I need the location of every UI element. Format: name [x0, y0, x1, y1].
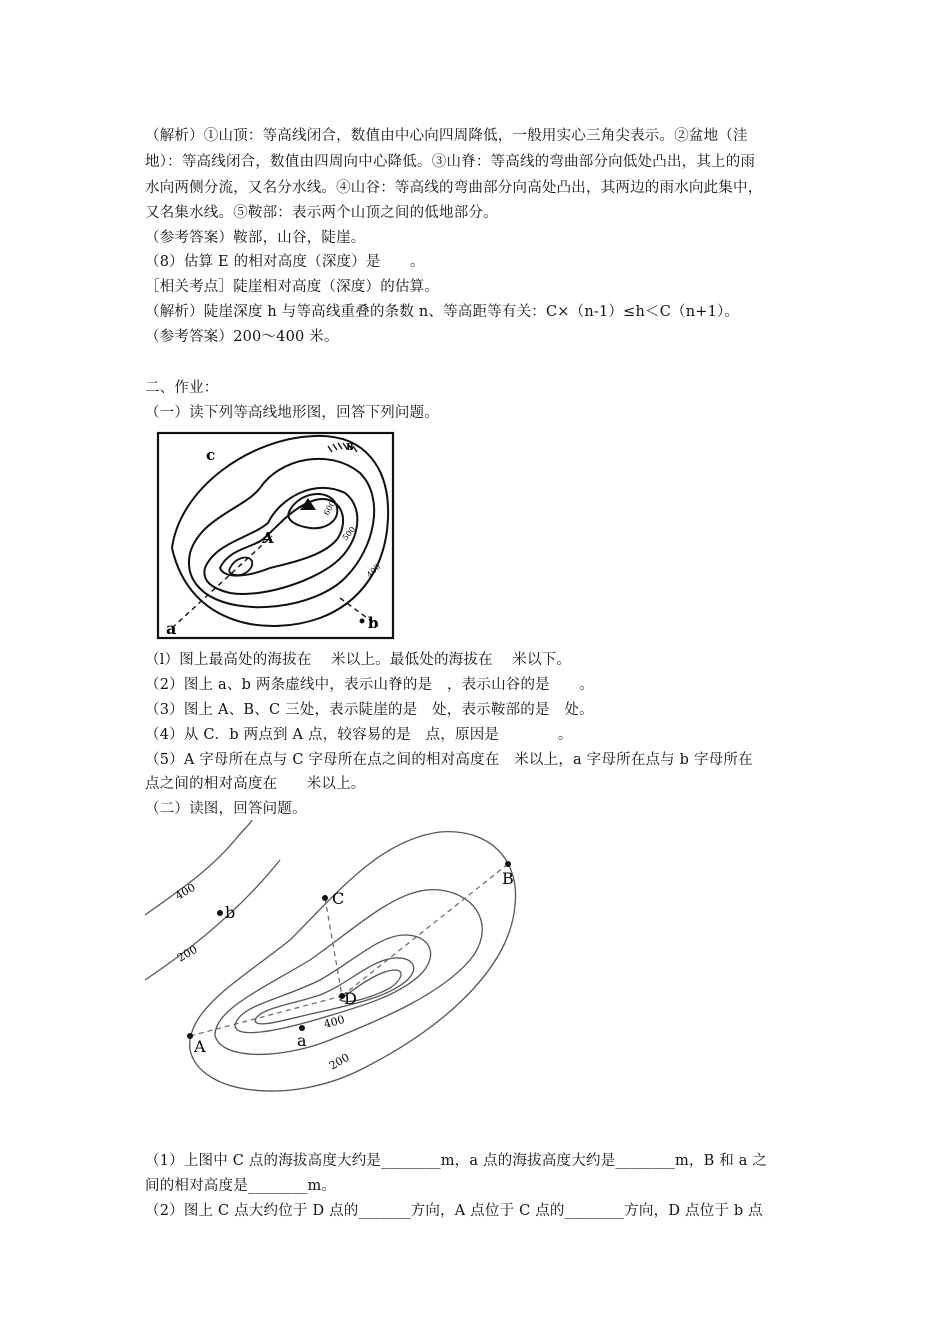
reference-answer-1: （参考答案）鞍部，山谷，陡崖。: [145, 230, 366, 246]
question-3: （3）图上 A、B、C 三处，表示陡崖的是 处，表示鞍部的是 处。: [145, 702, 594, 718]
homework-heading: 二、作业：: [145, 380, 219, 396]
map2-point-C: [322, 895, 328, 901]
map1-label-A: A: [262, 529, 274, 547]
map2-label-B: B: [502, 869, 514, 888]
part2-question-2: （2）图上 C 点大约位于 D 点的_______方向，A 点位于 C 点的________方向，D 点位于 b 点: [145, 1203, 763, 1219]
reference-answer-2: （参考答案）200～400 米。: [145, 329, 339, 345]
analysis-line-4: 又名集水线。⑤鞍部：表示两个山顶之间的低地部分。: [145, 205, 498, 221]
analysis-line-3: 水向两侧分流，又名分水线。④山谷：等高线的弯曲部分向高处凸出，其两边的雨水向此集中，: [145, 180, 763, 196]
question-5-line-1: （5）A 字母所在点与 C 字母所在点之间的相对高度在 米以上，a 字母所在点与 b 字母所在: [145, 752, 753, 768]
map1-label-a: a: [166, 619, 177, 638]
question-5-line-2: 点之间的相对高度在 米以上。: [145, 776, 366, 792]
analysis-line-1: （解析）①山顶：等高线闭合，数值由中心向四周降低，一般用实心三角尖表示。②盆地（洼: [145, 128, 748, 144]
map1-label-b: b: [368, 614, 379, 632]
analysis-line-2: 地）：等高线闭合，数值由四周向中心降低。③山脊：等高线的弯曲部分向低处凸出，其上的雨: [145, 154, 756, 170]
map2-label-C: C: [332, 889, 345, 908]
map2-label-A: A: [194, 1037, 206, 1056]
map2-contour-400-left: 400: [173, 880, 198, 903]
part2-question-1-line-2: 间的相对高度是________m。: [145, 1178, 337, 1194]
contour-400-left: [145, 820, 252, 915]
question-4: （4）从 C．b 两点到 A 点，较容易的是 点，原因是 。: [145, 727, 573, 743]
contour-map-1: [150, 428, 400, 643]
map2-point-b: [217, 910, 223, 916]
map2-point-A: [187, 1033, 193, 1039]
map2-label-D: D: [344, 989, 357, 1008]
dashed-D-B: [342, 864, 508, 996]
map1-label-B: B: [346, 443, 354, 453]
map2-contour-200-left: 200: [175, 942, 200, 965]
question-8: （8）估算 E 的相对高度（深度）是 。: [145, 254, 425, 270]
contour-200-left: [145, 860, 280, 980]
related-topic: ［相关考点］陡崖相对高度（深度）的估算。: [145, 279, 439, 295]
question-1: （l）图上最高处的海拔在 米以上。最低处的海拔在 米以下。: [145, 652, 572, 668]
map1-label-c: c: [206, 446, 216, 464]
map2-contour-400-mid: 400: [322, 1012, 347, 1031]
question-2: （2）图上 a、b 两条虚线中，表示山脊的是 ，表示山谷的是 。: [145, 677, 594, 693]
map2-point-B: [505, 861, 511, 867]
map2-label-b: b: [225, 903, 236, 922]
map1-contour-600-label: 600: [321, 499, 338, 517]
map1-contour-500-label: 500: [340, 524, 358, 543]
analysis-line-cliff: （解析）陡崖深度 h 与等高线重叠的条数 n、等高距等有关：C×（n-1）≤h＜C（n+1）。: [145, 304, 740, 320]
map2-label-a: a: [297, 1031, 307, 1050]
part2-intro: （二）读图，回答问题。: [145, 801, 307, 817]
map1-contour-400-label: 400: [365, 562, 383, 580]
map1-point-b: [360, 619, 365, 624]
part2-question-1-line-1: （1）上图中 C 点的海拔高度大约是________m，a 点的海拔高度大约是________m，B 和 a 之: [145, 1153, 768, 1169]
contour-300: [215, 890, 482, 1055]
map2-contour-200-bottom: 200: [327, 1050, 352, 1073]
contour-map-2: [140, 820, 540, 1110]
part1-intro: （一）读下列等高线地形图，回答下列问题。: [145, 405, 439, 421]
